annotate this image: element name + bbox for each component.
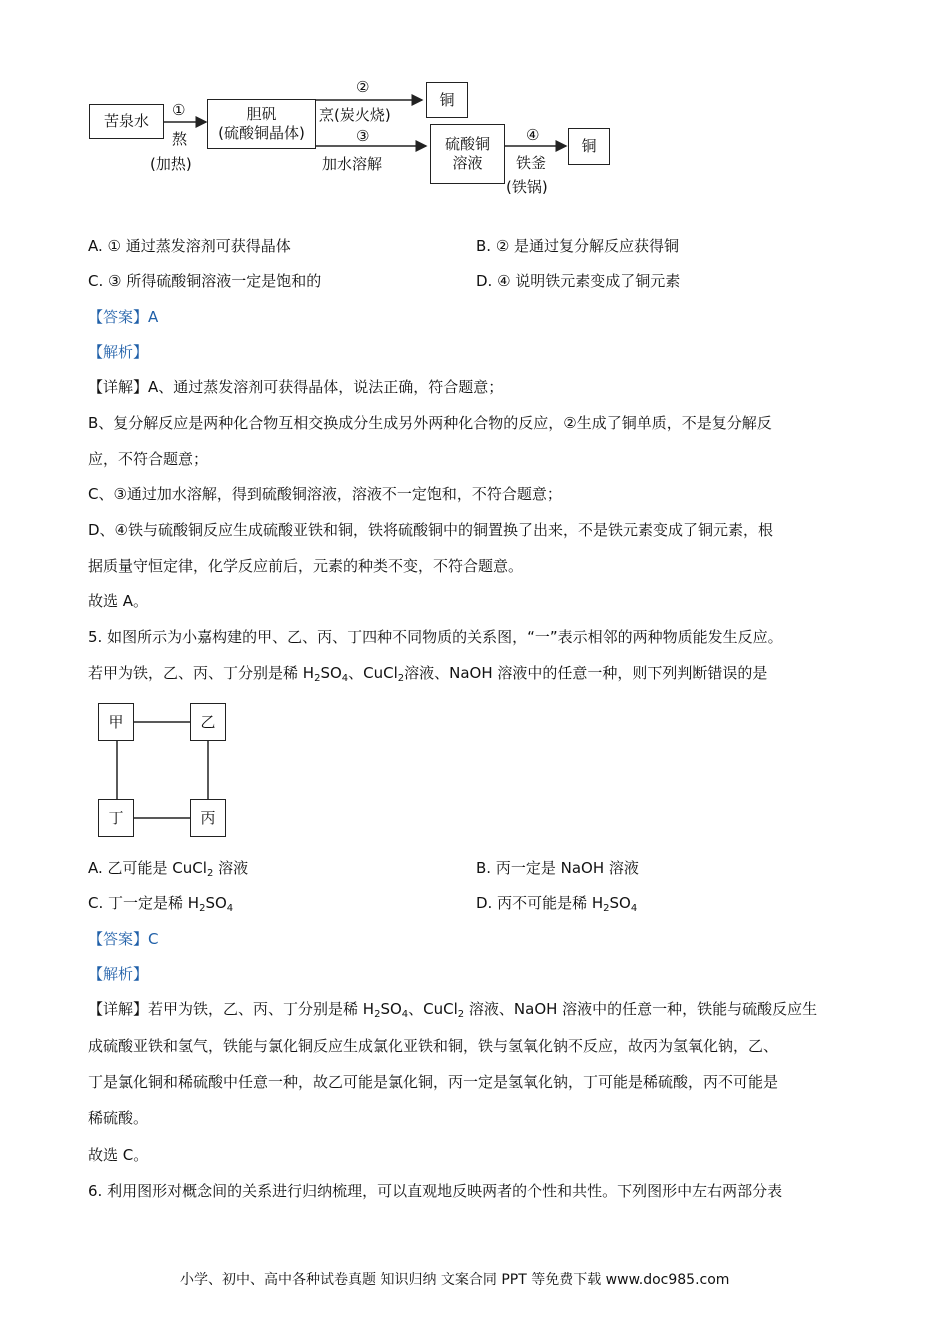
label-step4-note: (铁锅) — [506, 178, 548, 196]
box-cuso4-line1: 硫酸铜 — [444, 135, 490, 153]
box-kuquanshui — [89, 104, 164, 139]
q5-stem-text-c: 、CuCl — [348, 664, 398, 682]
q4-detail-3: 应，不符合题意； — [88, 450, 209, 468]
q5-option-d — [476, 893, 637, 913]
q5-option-d-text: D. 丙不可能是稀 H — [476, 894, 604, 912]
q5-stem-text-d: 溶液、NaOH 溶液中的任意一种，则下列判断错误的是 — [404, 664, 768, 682]
q5-option-c-sub: 4 — [226, 903, 234, 914]
q5-stem-line1: 5. 如图所示为小嘉构建的甲、乙、丙、丁四种不同物质的关系图，“一”表示相邻的两种物质能发生反应。 — [88, 628, 783, 646]
q5-option-d-sub: 2 — [603, 903, 610, 914]
box-danfan-line1: 胆矾 — [246, 105, 277, 123]
box-tong-top — [426, 82, 468, 118]
q5-detail-1-text: 【详解】若甲为铁，乙、丙、丁分别是稀 H — [88, 1000, 375, 1018]
q5-stem-sub: 2 — [397, 673, 405, 684]
box-cuso4-solution — [430, 124, 505, 184]
node-yi — [190, 703, 226, 741]
q5-option-c-text-b: SO — [205, 894, 227, 912]
q5-detail-4: 稀硫酸。 — [88, 1109, 149, 1127]
q5-stem-line2 — [88, 663, 767, 683]
q6-stem-line1: 6. 利用图形对概念间的关系进行归纳梳理，可以直观地反映两者的个性和共性。下列图形中左右两部分表 — [88, 1182, 783, 1200]
q4-detail-5: D、④铁与硫酸铜反应生成硫酸亚铁和铜，铁将硫酸铜中的铜置换了出来，不是铁元素变成了铜元素，根 — [88, 521, 774, 539]
q5-detail-1-sub: 2 — [457, 1009, 465, 1020]
label-step3-num: ③ — [356, 127, 370, 145]
page-footer: 小学、初中、高中各种试卷真题 知识归纳 文案合同 PPT 等免费下载 www.doc985.com — [180, 1272, 730, 1288]
q5-answer: 【答案】C — [88, 930, 159, 948]
node-jia-label: 甲 — [108, 712, 124, 731]
q5-option-a — [88, 858, 248, 878]
q4-answer: 【答案】A — [88, 308, 159, 326]
box-cuso4-line2: 溶液 — [452, 154, 483, 172]
q4-option-d: D. ④ 说明铁元素变成了铜元素 — [476, 272, 681, 290]
q5-option-a-text-b: 溶液 — [213, 859, 249, 877]
q4-option-c: C. ③ 所得硫酸铜溶液一定是饱和的 — [88, 272, 322, 290]
box-danfan — [207, 99, 316, 149]
node-jia — [98, 703, 134, 741]
q4-detail-1: 【详解】A、通过蒸发溶剂可获得晶体，说法正确，符合题意； — [88, 378, 504, 396]
q5-option-c — [88, 893, 233, 913]
q5-choose: 故选 C。 — [88, 1146, 149, 1164]
q5-stem-text-a: 若甲为铁，乙、丙、丁分别是稀 H — [88, 664, 315, 682]
node-ding-label: 丁 — [108, 808, 124, 827]
label-step1-text: 熬 — [172, 130, 188, 148]
q4-detail-4: C、③通过加水溶解，得到硫酸铜溶液，溶液不一定饱和，不符合题意； — [88, 485, 562, 503]
node-bing — [190, 799, 226, 837]
q5-detail-1-sub: 4 — [401, 1009, 409, 1020]
q5-option-d-sub: 4 — [630, 903, 638, 914]
q5-detail-1-text-c: 、CuCl — [408, 1000, 458, 1018]
q5-option-b: B. 丙一定是 NaOH 溶液 — [476, 859, 639, 877]
q5-option-c-sub: 2 — [199, 903, 206, 914]
label-step1-num: ① — [172, 101, 186, 119]
q4-choose: 故选 A。 — [88, 592, 149, 610]
q5-option-a-sub: 2 — [206, 868, 214, 879]
q5-detail-1-text-b: SO — [380, 1000, 402, 1018]
box-tong-right — [568, 128, 610, 165]
q5-stem-sub: 4 — [341, 673, 349, 684]
box-tong-top-text: 铜 — [439, 90, 455, 109]
label-step4-num: ④ — [526, 126, 540, 144]
q5-analysis-heading: 【解析】 — [88, 965, 149, 983]
node-ding — [98, 799, 134, 837]
label-step2-num: ② — [356, 78, 370, 96]
q4-analysis-heading: 【解析】 — [88, 343, 149, 361]
q5-detail-1-text-d: 溶液、NaOH 溶液中的任意一种，铁能与硫酸反应生 — [464, 1000, 818, 1018]
q5-stem-text-b: SO — [320, 664, 342, 682]
box-kuquanshui-text: 苦泉水 — [103, 112, 149, 130]
label-step3-text: 加水溶解 — [322, 155, 383, 173]
label-step1-note: (加热) — [150, 155, 192, 173]
q5-detail-1 — [88, 999, 817, 1019]
relation-lines — [0, 690, 300, 850]
node-yi-label: 乙 — [200, 712, 216, 731]
box-tong-right-text: 铜 — [581, 137, 597, 155]
node-bing-label: 丙 — [200, 808, 216, 827]
box-danfan-line2: (硫酸铜晶体) — [218, 124, 305, 142]
q4-option-a: A. ① 通过蒸发溶剂可获得晶体 — [88, 237, 291, 255]
q4-detail-6: 据质量守恒定律，化学反应前后，元素的种类不变，不符合题意。 — [88, 557, 524, 575]
q5-stem-sub: 2 — [314, 673, 321, 684]
q5-detail-1-sub: 2 — [374, 1009, 381, 1020]
q5-detail-2: 成硫酸亚铁和氢气，铁能与氯化铜反应生成氯化亚铁和铜，铁与氢氧化钠不反应，故丙为氢氧化钠，乙、 — [88, 1037, 779, 1055]
q5-option-c-text: C. 丁一定是稀 H — [88, 894, 200, 912]
q4-detail-2: B、复分解反应是两种化合物互相交换成分生成另外两种化合物的反应，②生成了铜单质，不是复分解反 — [88, 414, 772, 432]
q5-option-d-text-b: SO — [609, 894, 631, 912]
q4-option-b: B. ② 是通过复分解反应获得铜 — [476, 237, 680, 255]
label-step4-text: 铁釜 — [516, 154, 547, 172]
label-step2-text: 烹(炭火烧) — [319, 106, 391, 124]
q5-detail-3: 丁是氯化铜和稀硫酸中任意一种，故乙可能是氯化铜，丙一定是氢氧化钠，丁可能是稀硫酸，丙不可能是 — [88, 1073, 779, 1091]
q5-option-a-text: A. 乙可能是 CuCl — [88, 859, 207, 877]
